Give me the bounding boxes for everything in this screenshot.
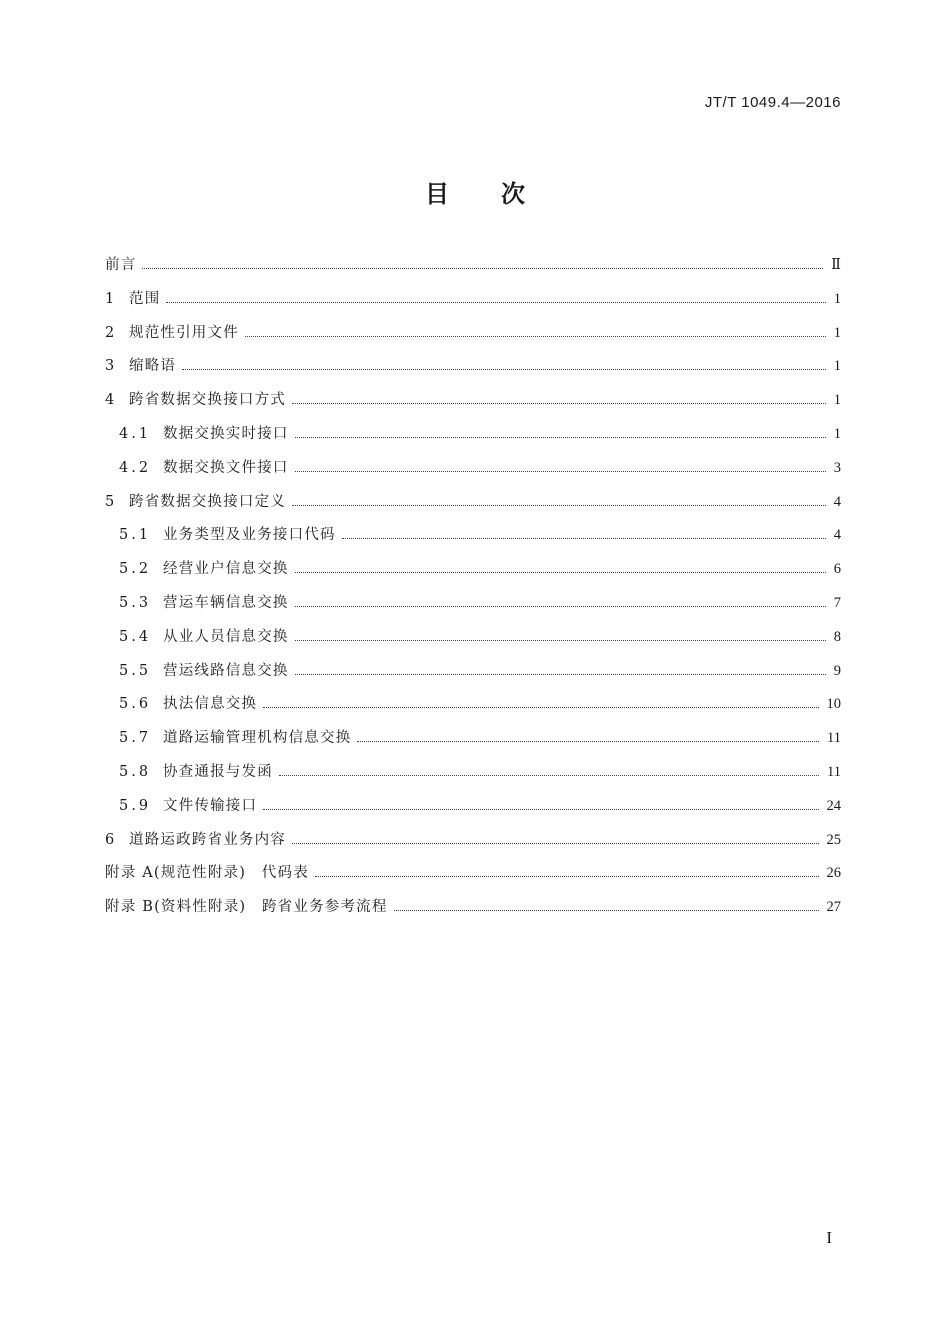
dot-leader — [263, 809, 818, 810]
dot-leader — [245, 336, 826, 337]
toc-entry-page: 4 — [833, 493, 841, 510]
toc-entry-page: 25 — [826, 831, 841, 848]
toc-entry-number: 5.8 — [119, 763, 152, 780]
toc-entry-1[interactable] — [105, 287, 841, 321]
toc-entry-label: 协查通报与发函 — [163, 763, 273, 780]
toc-entry-label: 道路运政跨省业务内容 — [129, 831, 286, 848]
toc-entry-page: 8 — [833, 628, 841, 645]
toc-entry-5-1[interactable] — [105, 523, 841, 557]
toc-entry-4-2[interactable] — [105, 456, 841, 490]
standard-code: JT/T 1049.4—2016 — [704, 94, 841, 111]
dot-leader — [295, 471, 826, 472]
toc-entry-appendix-b[interactable] — [105, 895, 841, 929]
toc-entry-5-7[interactable] — [105, 726, 841, 760]
toc-entry-appendix-a[interactable] — [105, 861, 841, 895]
toc-entry-label: 前言 — [105, 257, 137, 273]
toc-entry-page: Ⅱ — [831, 257, 841, 273]
dot-leader — [295, 572, 826, 573]
dot-leader — [142, 268, 823, 269]
dot-leader — [295, 674, 826, 675]
toc-entry-page: 10 — [826, 696, 841, 713]
dot-leader — [292, 403, 826, 404]
toc-entry-page: 1 — [833, 324, 841, 341]
toc-entry-label: 范围 — [129, 290, 161, 307]
toc-entry-5[interactable] — [105, 490, 841, 524]
dot-leader — [342, 538, 826, 539]
toc-entry-number: 5.9 — [119, 797, 152, 814]
toc-entry-number: 4.2 — [119, 459, 152, 476]
toc-entry-label: 缩略语 — [129, 358, 177, 375]
dot-leader — [295, 606, 826, 607]
toc-entry-page: 9 — [833, 662, 841, 679]
page-number: I — [826, 1228, 832, 1247]
toc-entry-label: 数据交换实时接口 — [163, 425, 289, 442]
toc-entry-number: 2 — [105, 324, 116, 341]
toc-entry-label: 规范性引用文件 — [129, 324, 239, 341]
toc-entry-page: 4 — [833, 527, 841, 544]
toc-entry-3[interactable] — [105, 354, 841, 388]
toc-entry-page: 11 — [827, 763, 841, 780]
toc-entry-page: 1 — [833, 290, 841, 307]
toc-entry-4[interactable] — [105, 388, 841, 422]
toc-entry-4-1[interactable] — [105, 422, 841, 456]
toc-entry-label: 营运车辆信息交换 — [163, 594, 289, 611]
toc-entry-number: 4.1 — [119, 425, 152, 442]
toc-entry-page: 1 — [833, 358, 841, 375]
toc-entry-page: 27 — [826, 899, 841, 916]
toc-entry-page: 1 — [833, 425, 841, 442]
toc-entry-number: 5.6 — [119, 696, 152, 713]
toc-entry-number: 5.3 — [119, 594, 152, 611]
dot-leader — [182, 369, 826, 370]
toc-entry-label: 跨省数据交换接口方式 — [129, 392, 286, 409]
dot-leader — [295, 437, 826, 438]
toc-entry-label: 业务类型及业务接口代码 — [163, 527, 336, 544]
toc-entry-page: 6 — [833, 561, 841, 578]
dot-leader — [295, 640, 826, 641]
toc-entry-foreword[interactable] — [105, 253, 841, 287]
toc-entry-number: 5.1 — [119, 527, 152, 544]
toc-entry-label: 跨省数据交换接口定义 — [129, 493, 286, 510]
toc-entry-number: 4 — [105, 392, 116, 409]
toc-entry-page: 26 — [826, 865, 841, 882]
toc-entry-number: 3 — [105, 358, 116, 375]
toc-entry-number: 5.2 — [119, 561, 152, 578]
toc-entry-label: 文件传输接口 — [163, 797, 258, 814]
title-char-2: 次 — [501, 180, 525, 208]
toc-entry-5-6[interactable] — [105, 692, 841, 726]
toc-entry-5-9[interactable] — [105, 794, 841, 828]
toc-entry-number: 6 — [105, 831, 116, 848]
toc-entry-label: 营运线路信息交换 — [163, 662, 289, 679]
toc-entry-page: 3 — [833, 459, 841, 476]
toc-entry-2[interactable] — [105, 321, 841, 355]
toc-entry-number: 5 — [105, 493, 116, 510]
dot-leader — [292, 505, 826, 506]
toc-entry-label: 经营业户信息交换 — [163, 561, 289, 578]
toc-entry-label: 道路运输管理机构信息交换 — [163, 730, 352, 747]
toc-entry-5-2[interactable] — [105, 557, 841, 591]
table-of-contents — [105, 253, 841, 929]
dot-leader — [394, 910, 819, 911]
toc-entry-page: 24 — [826, 797, 841, 814]
toc-entry-label: 从业人员信息交换 — [163, 628, 289, 645]
toc-entry-5-8[interactable] — [105, 760, 841, 794]
toc-entry-5-3[interactable] — [105, 591, 841, 625]
toc-entry-page: 1 — [833, 392, 841, 409]
title-char-1: 目 — [425, 180, 449, 208]
toc-entry-number: 5.4 — [119, 628, 152, 645]
toc-entry-label: 数据交换文件接口 — [163, 459, 289, 476]
dot-leader — [263, 707, 818, 708]
toc-entry-6[interactable] — [105, 828, 841, 862]
dot-leader — [315, 876, 819, 877]
toc-entry-label: 附录 B(资料性附录) 跨省业务参考流程 — [105, 899, 388, 916]
toc-entry-number: 1 — [105, 290, 116, 307]
toc-entry-label: 执法信息交换 — [163, 696, 258, 713]
page-title — [0, 174, 950, 209]
toc-entry-number: 5.5 — [119, 662, 152, 679]
toc-entry-number: 5.7 — [119, 730, 152, 747]
dot-leader — [279, 775, 819, 776]
toc-entry-label: 附录 A(规范性附录) 代码表 — [105, 865, 309, 882]
dot-leader — [166, 302, 825, 303]
toc-entry-5-4[interactable] — [105, 625, 841, 659]
toc-entry-page: 11 — [827, 730, 841, 747]
dot-leader — [357, 741, 819, 742]
toc-entry-page: 7 — [833, 594, 841, 611]
toc-entry-5-5[interactable] — [105, 659, 841, 693]
dot-leader — [292, 843, 819, 844]
